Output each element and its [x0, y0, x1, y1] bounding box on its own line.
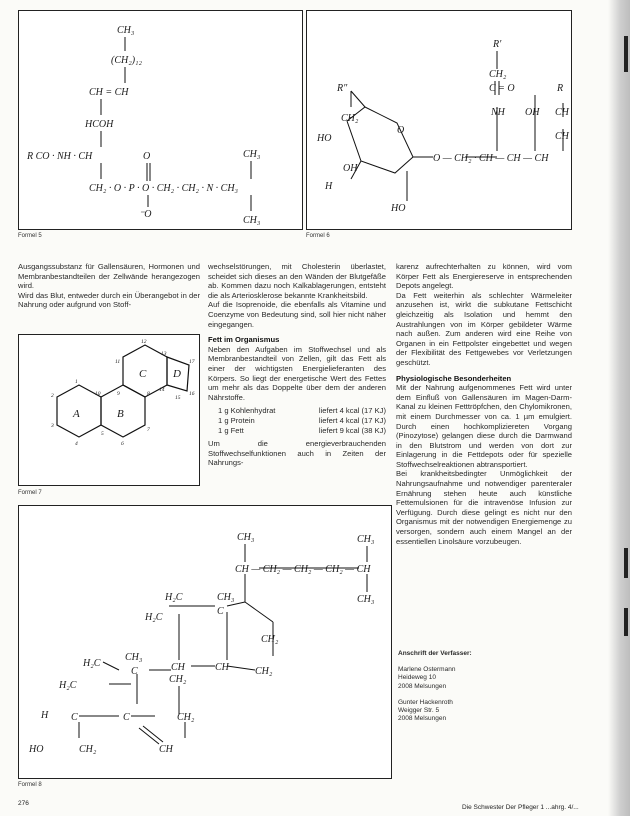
f8-ch-6: CH: [159, 744, 173, 755]
f5-phosphate-chain: CH₂ · O · P · O · CH₂ · CH₂ · N · CH₃: [89, 183, 239, 194]
f6-r-prime-prime: R″: [337, 83, 348, 94]
atom-5: 5: [101, 431, 104, 437]
col3-paragraph-4: Bei krankheitsbedingter Unmöglichkeit der Nahrungsaufnahme und notwendiger parenteraler Ernährung stehen heute auch künstliche Fettemulsionen für die intravenöse Infusion zur Verfügung. Durch diese gelingt es nicht nur den Organismus mit der notwendigen Energiemenge zu versorgen, sondern auch einem Mangel an der essentiellen Linolsäure vorzubeugen.: [396, 469, 572, 546]
ring-c: C: [139, 368, 147, 380]
cholesterol-formula: [19, 506, 391, 778]
energy-item: 1 g Kohlenhydrat: [218, 406, 276, 416]
energy-value: liefert 9 kcal (38 KJ): [318, 425, 386, 435]
energy-row: [218, 426, 386, 436]
f8-c-quat: C: [217, 606, 224, 617]
f6-ho-left: HO: [317, 133, 332, 144]
f8-ch3-top: CH₃: [237, 532, 255, 543]
f6-h: H: [325, 181, 333, 192]
f6-c-eq-o: C = O: [489, 83, 515, 94]
f5-n-ch3-bottom: CH₃: [243, 215, 261, 226]
atom-12: 12: [141, 339, 147, 345]
f5-n-ch3-top: CH₃: [243, 149, 261, 160]
f5-o-minus: ⁻O: [139, 209, 152, 220]
col2-paragraph-4: Um die energieverbrauchenden Stoffwechselfunktionen auch in Zeiten der Nahrungs-: [208, 439, 386, 468]
scan-edge-mark: [624, 608, 628, 636]
f8-h2c-3: H₂C: [83, 658, 101, 669]
caption-formel-5: Formel 5: [18, 233, 42, 239]
energy-item: 1 g Fett: [218, 425, 244, 435]
address-1-city: 2008 Melsungen: [398, 682, 447, 690]
f6-ch-right: CH: [555, 107, 569, 118]
formula-6-box: [306, 10, 572, 230]
f6-chain: O — CH₂ · CH — CH — CH: [433, 153, 549, 164]
f8-ch-1: CH: [171, 662, 185, 673]
col3-paragraph-1: karenz aufrechterhalten zu können, wird vom Körper Fett als Energiereserve in entsprechenden Depots angelegt.: [396, 262, 572, 291]
ring-b: B: [117, 408, 124, 420]
f8-ch2-4: CH₂: [169, 674, 187, 685]
address-1-street: Heideweg 10: [398, 674, 436, 682]
f6-r-prime: R′: [493, 39, 502, 50]
caption-formel-8: Formel 8: [18, 782, 42, 788]
f8-ch2-3: CH₂: [255, 666, 273, 677]
f8-h2c-4: H₂C: [59, 680, 77, 691]
author-addresses: [398, 650, 568, 723]
energy-row: [218, 406, 386, 416]
ring-a: A: [73, 408, 80, 420]
f5-amide: R CO · NH · CH: [27, 151, 93, 162]
f5-ch-eq-ch: CH = CH: [89, 87, 129, 98]
f6-oh: OH: [343, 163, 358, 174]
page-number: 276: [18, 800, 29, 807]
atom-7: 7: [147, 427, 150, 433]
energy-value: liefert 4 kcal (17 KJ): [318, 406, 386, 416]
energy-row: [218, 416, 386, 426]
col1-paragraph-1: Ausgangssubstanz für Gallensäuren, Hormonen und Membranbestandteilen der Zellwände herangezogen wird.: [18, 262, 200, 291]
f8-c-left: C: [131, 666, 138, 677]
col3-paragraph-3: Mit der Nahrung aufgenommenes Fett wird unter dem Einfluß von Gallensäuren im Magen-Darm-Kanal zu kleinen Fetttröpfchen, den Chylomikronen, mit einem Durchmesser von ca. 1 µm emulgiert. Durch einen hochkompliziereten Vorgang (Pinozytose) gelangen diese durch die Darmwand in den Blutstrom und werden von dort zur Einlagerung in die Fettdepots oder für spezielle Stoffwechselreaktionen abtransportiert.: [396, 383, 572, 469]
formula-5-box: [18, 10, 303, 230]
f8-ch-2: CH: [215, 662, 229, 673]
section-heading-fett: Fett im Organismus: [208, 335, 280, 345]
atom-17: 17: [189, 359, 195, 365]
f6-ring-o: O: [397, 125, 405, 136]
f8-ch2-5: CH₂: [177, 712, 195, 723]
f8-h: H: [41, 710, 49, 721]
section-heading-physiologische: Physiologische Besonderheiten: [396, 373, 512, 383]
f8-ch3-mid: CH₃: [217, 592, 235, 603]
atom-10: 10: [95, 391, 101, 397]
caption-formel-6: Formel 6: [306, 233, 330, 239]
f6-ch-right2: CH: [555, 131, 569, 142]
formula-7-box: [18, 334, 200, 486]
caption-formel-7: Formel 7: [18, 490, 42, 496]
glycolipid-formula: [307, 11, 571, 229]
address-2-city: 2008 Melsungen: [398, 715, 447, 723]
col2-paragraph-1: wechselstörungen, mit Cholesterin überlastet, scheidet sich dieses an den Wänden der Blutgefäße ab. Kommen dazu noch Kalkablagerungen, entsteht die als Arteriosklerose bekannte Krankheitsbild.: [208, 262, 386, 300]
f8-h2c-2: H₂C: [145, 612, 163, 623]
atom-3: 3: [51, 423, 54, 429]
f5-ch3-top: CH₃: [117, 25, 135, 36]
atom-14: 14: [159, 387, 165, 393]
atom-2: 2: [51, 393, 54, 399]
atom-1: 1: [75, 379, 78, 385]
energy-table: [218, 406, 386, 435]
energy-item: 1 g Protein: [218, 415, 255, 425]
f5-o-top: O: [143, 151, 151, 162]
scan-edge-shadow: [608, 0, 630, 816]
address-1-name: Marlene Ostermann: [398, 666, 456, 674]
f6-nh: NH: [491, 107, 505, 118]
f8-ch2-ring: CH₂: [261, 634, 279, 645]
f8-side-chain: CH — CH₂ — CH₂ — CH₂ — CH: [235, 564, 371, 575]
f6-ho-bottom: HO: [391, 203, 406, 214]
atom-4: 4: [75, 441, 78, 447]
f8-ch2-6: CH₂: [79, 744, 97, 755]
text-column-3: [396, 262, 572, 546]
f8-h2c-1: H₂C: [165, 592, 183, 603]
f8-ho: HO: [29, 744, 44, 755]
ring-d: D: [173, 368, 181, 380]
f5-ch2-chain: (CH₂)₁₂: [111, 55, 142, 66]
f6-oh-mid: OH: [525, 107, 540, 118]
address-2-name: Gunter Hackenroth: [398, 698, 453, 706]
f5-hcoh: HCOH: [85, 119, 114, 130]
f8-ch3-right-top: CH₃: [357, 534, 375, 545]
f8-ch3-left: CH₃: [125, 652, 143, 663]
scan-edge-mark: [624, 36, 628, 72]
address-heading: Anschrift der Verfasser:: [398, 650, 472, 657]
atom-8: 8: [147, 391, 150, 397]
atom-15: 15: [175, 395, 181, 401]
f6-r: R: [557, 83, 564, 94]
text-column-1: [18, 262, 200, 310]
col3-paragraph-2: Da Fett weiterhin als schlechter Wärmeleiter anzusehen ist, wirkt die subkutane Fettschicht gleichzeitig als Isolation und hemmt den Austrahlungen von im Körper gebildeter Wärme nach außen. Zum anderen wird eine Reihe von Organen in ein Fettpolster eingebettet und wegen der Flexibilität des Fettgewebes vor Verletzungen geschützt.: [396, 290, 572, 367]
sphingomyelin-formula: [19, 11, 302, 229]
atom-6: 6: [121, 441, 124, 447]
col2-paragraph-2: Auf die Isoprenoide, die ebenfalls als Vitamine und Coenzyme von Bedeutung sind, soll hier nicht näher eingegangen.: [208, 300, 386, 329]
formula-8-box: [18, 505, 392, 779]
atom-9: 9: [117, 391, 120, 397]
energy-value: liefert 4 kcal (17 KJ): [318, 415, 386, 425]
steroid-skeleton-formula: [19, 335, 199, 485]
scan-edge-mark: [624, 548, 628, 578]
atom-13: 13: [161, 351, 167, 357]
f8-ch3-right-bottom: CH₃: [357, 594, 375, 605]
text-column-2: [208, 262, 386, 468]
f8-c-3: C: [71, 712, 78, 723]
col1-paragraph-2: Wird das Blut, entweder durch ein Überangebot in der Nahrung oder aufgrund von Stoff-: [18, 290, 200, 310]
f6-ch2-top: CH₂: [489, 69, 507, 80]
f8-c-5: C: [123, 712, 130, 723]
atom-11: 11: [115, 359, 121, 365]
atom-16: 16: [189, 391, 195, 397]
f6-ch2: CH₂: [341, 113, 359, 124]
col2-paragraph-3: Neben den Aufgaben im Stoffwechsel und als Membranbestandteil von Zellen, gilt das Fett als einer der wichtigsten Energielieferanten des Körpers. So liegt der energetische Wert des Fettes um mehr als das Doppelte über dem der anderen Nährstoffe.: [208, 344, 386, 402]
journal-footer: Die Schwester Der Pfleger 1 ...ahrg. 4/...: [462, 804, 579, 811]
address-2-street: Weigger Str. 5: [398, 707, 440, 715]
